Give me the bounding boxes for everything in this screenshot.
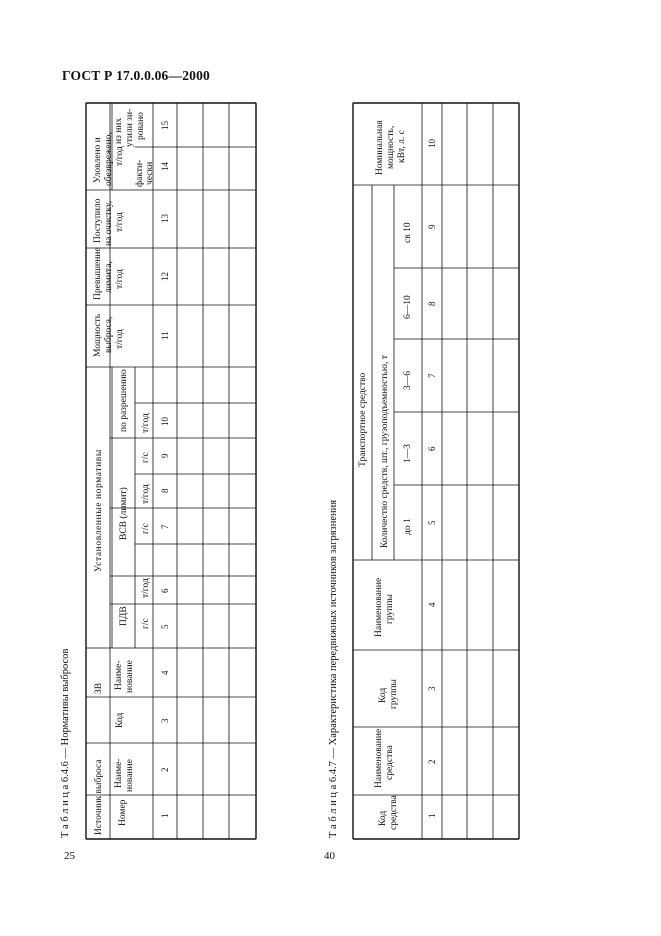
t1-source-number: Номер xyxy=(118,799,128,826)
t1-capacity-2: выброса, xyxy=(104,316,114,353)
t1-zv-name-1: Наиме- xyxy=(114,660,124,690)
t2-cat-2: 1—3 xyxy=(403,444,413,463)
t2-cat-5: св 10 xyxy=(403,222,413,243)
t2-group-name-2: группы xyxy=(385,594,395,624)
page-number-right: 40 xyxy=(324,850,335,862)
t2-num-6: 6 xyxy=(427,446,437,451)
table2-column-numbers xyxy=(427,139,437,819)
t1-num-7: 7 xyxy=(160,524,170,529)
t2-power-1: Номинальная xyxy=(375,120,385,175)
t2-power-3: кВт, л. с xyxy=(397,130,407,163)
t1-num-13: 13 xyxy=(160,214,170,223)
t1-num-12: 12 xyxy=(160,272,170,281)
t2-cat-1: до 1 xyxy=(403,518,413,535)
t1-utilized-1: из них xyxy=(114,117,124,144)
t1-num-14: 14 xyxy=(160,162,170,171)
table2-caption: Т а б л и ц а 6.4.7 — Характеристика передвижных источников загрязнения xyxy=(328,499,339,838)
t1-captured-1: Уловлено и xyxy=(93,137,103,183)
t1-num-15: 15 xyxy=(160,121,170,130)
t1-unit-1: г/с xyxy=(141,618,151,629)
t2-num-1: 1 xyxy=(427,813,437,818)
t1-num-3: 3 xyxy=(160,718,170,723)
t2-power-2: мощность, xyxy=(386,125,396,169)
t1-vsv: ВСВ (лимит) xyxy=(119,487,129,540)
t1-cleaning-2: на очистку, xyxy=(104,200,114,246)
t1-num-6: 6 xyxy=(160,588,170,593)
t1-num-1: 1 xyxy=(160,813,170,818)
t2-cat-3: 3—6 xyxy=(403,371,413,390)
t2-num-10: 10 xyxy=(427,139,437,148)
t2-num-2: 2 xyxy=(427,759,437,764)
page-number-left: 25 xyxy=(64,850,75,862)
table1-header xyxy=(93,109,155,835)
document-header: ГОСТ Р 17.0.0.06—2000 xyxy=(62,68,210,83)
t1-actual-1: факти- xyxy=(135,159,145,187)
t1-pdv: ПДВ xyxy=(119,606,129,626)
t2-num-7: 7 xyxy=(427,373,437,378)
t1-utilized-3: ровано xyxy=(136,112,146,140)
t1-num-5: 5 xyxy=(160,624,170,629)
t1-norms-group: Установленные нормативы xyxy=(94,449,104,572)
t1-source-name-1: Наиме- xyxy=(114,758,124,788)
t2-cat-4: 6—10 xyxy=(403,295,413,319)
t1-excess-1: Превышение xyxy=(93,247,103,300)
t1-source-group: Источник выброса xyxy=(94,759,104,835)
t2-name-2: средства xyxy=(385,745,395,780)
t2-num-9: 9 xyxy=(427,224,437,229)
t1-captured-3: т/год xyxy=(115,146,125,166)
t2-code-2: средства xyxy=(389,795,399,830)
t1-num-2: 2 xyxy=(160,767,170,772)
t1-source-name-2: нование xyxy=(125,759,135,792)
t1-cleaning-1: Поступило xyxy=(93,198,103,243)
t2-code-1: Код xyxy=(378,810,388,826)
t1-unit-5: г/с xyxy=(141,452,151,463)
t2-vehicle: Транспортное средство xyxy=(358,372,368,467)
t1-actual-2: чески xyxy=(145,161,155,185)
t1-unit-2: т/год xyxy=(141,578,151,598)
t1-num-10: 10 xyxy=(160,417,170,426)
t1-utilized-2: утили зи- xyxy=(125,108,135,147)
t1-num-4: 4 xyxy=(160,670,170,675)
t2-count-header: Количество средств, шт., грузоподъемностью, т xyxy=(380,355,390,548)
t1-zv-group: ЗВ xyxy=(94,682,104,694)
t2-name-1: Наименование xyxy=(374,728,384,788)
t1-num-11: 11 xyxy=(160,331,170,340)
table2-header xyxy=(358,120,413,830)
t2-num-4: 4 xyxy=(427,602,437,607)
t1-num-9: 9 xyxy=(160,453,170,458)
t1-unit-3: г/с xyxy=(141,523,151,534)
t1-unit-4: т/год xyxy=(141,484,151,504)
t2-num-3: 3 xyxy=(427,686,437,691)
t1-zv-name-2: нование xyxy=(125,660,135,693)
t1-capacity-1: Мощность xyxy=(93,313,103,357)
t2-group-code-1: Код xyxy=(378,687,388,703)
t1-unit-6: т/год xyxy=(141,413,151,433)
t1-excess-2: лимита, xyxy=(104,261,114,293)
t2-num-5: 5 xyxy=(427,520,437,525)
t1-permit: по разрешению xyxy=(119,369,129,432)
table2 xyxy=(353,103,519,839)
table1-column-numbers xyxy=(160,121,170,819)
t1-num-8: 8 xyxy=(160,488,170,493)
table1-caption: Т а б л и ц а 6.4.6 — Нормативы выбросов xyxy=(60,648,71,838)
t2-group-code-2: группы xyxy=(389,679,399,709)
t1-captured-2: обезврежено, xyxy=(104,132,114,186)
t1-cleaning-3: т/год xyxy=(115,212,125,232)
t2-group-name-1: Наименование xyxy=(374,577,384,637)
t2-num-8: 8 xyxy=(427,301,437,306)
t1-capacity-3: т/год xyxy=(115,329,125,349)
t1-zv-code: Код xyxy=(115,712,125,728)
t1-excess-3: т/год xyxy=(115,269,125,289)
